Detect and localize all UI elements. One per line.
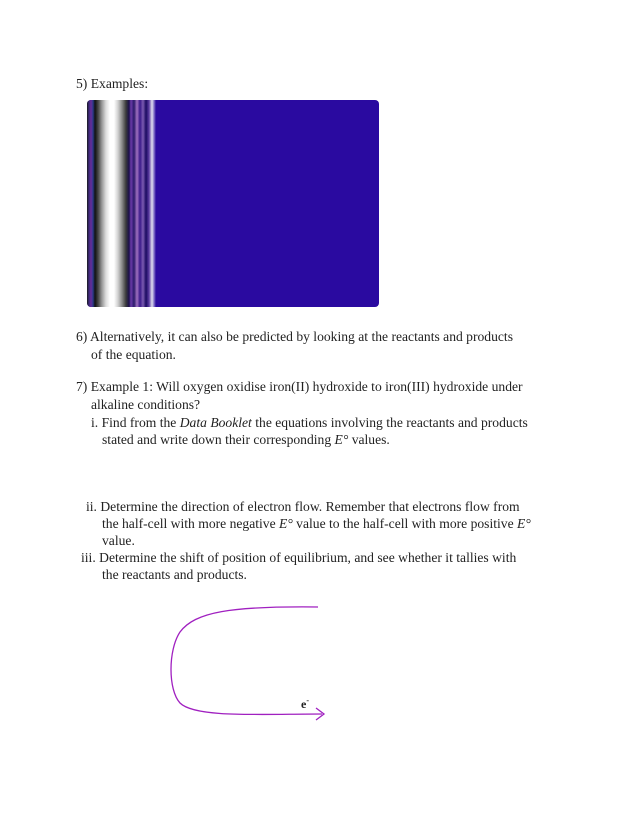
item7-line1: 7) Example 1: Will oxygen oxidise iron(II) hydroxide to iron(III) hydroxide under — [76, 379, 523, 394]
step-iii-line2: the reactants and products. — [102, 567, 247, 582]
step-i-line2-suffix: values. — [348, 432, 390, 447]
step-ii-line2-prefix: the half-cell with more negative — [102, 516, 280, 531]
step-iii-line1: iii. Determine the shift of position of equilibrium, and see whether it tallies with — [81, 550, 517, 565]
item6-line1: 6) Alternatively, it can also be predicted by looking at the reactants and products — [76, 329, 513, 344]
item7-line2: alkaline conditions? — [91, 397, 201, 412]
step-i-line2-prefix: stated and write down their corresponding — [102, 432, 335, 447]
e-standard-symbol: E° — [517, 516, 531, 531]
step-ii-line2-mid: value to the half-cell with more positive — [292, 516, 518, 531]
step-i-suffix: the equations involving the reactants and products — [251, 415, 528, 430]
step-ii-line1: ii. Determine the direction of electron flow. Remember that electrons flow from — [86, 499, 520, 514]
item6-line2: of the equation. — [91, 347, 176, 362]
step-ii-line3: value. — [102, 533, 135, 548]
step-i-prefix: i. Find from the — [91, 415, 180, 430]
electron-superscript: - — [306, 696, 309, 705]
e-standard-symbol: E° — [279, 516, 293, 531]
e-standard-symbol: E° — [334, 432, 349, 447]
electron-label: e- — [301, 696, 309, 711]
electron-flow-arrow — [171, 607, 322, 715]
data-booklet-title: Data Booklet — [179, 415, 252, 430]
section-heading-examples: 5) Examples: — [76, 76, 149, 91]
